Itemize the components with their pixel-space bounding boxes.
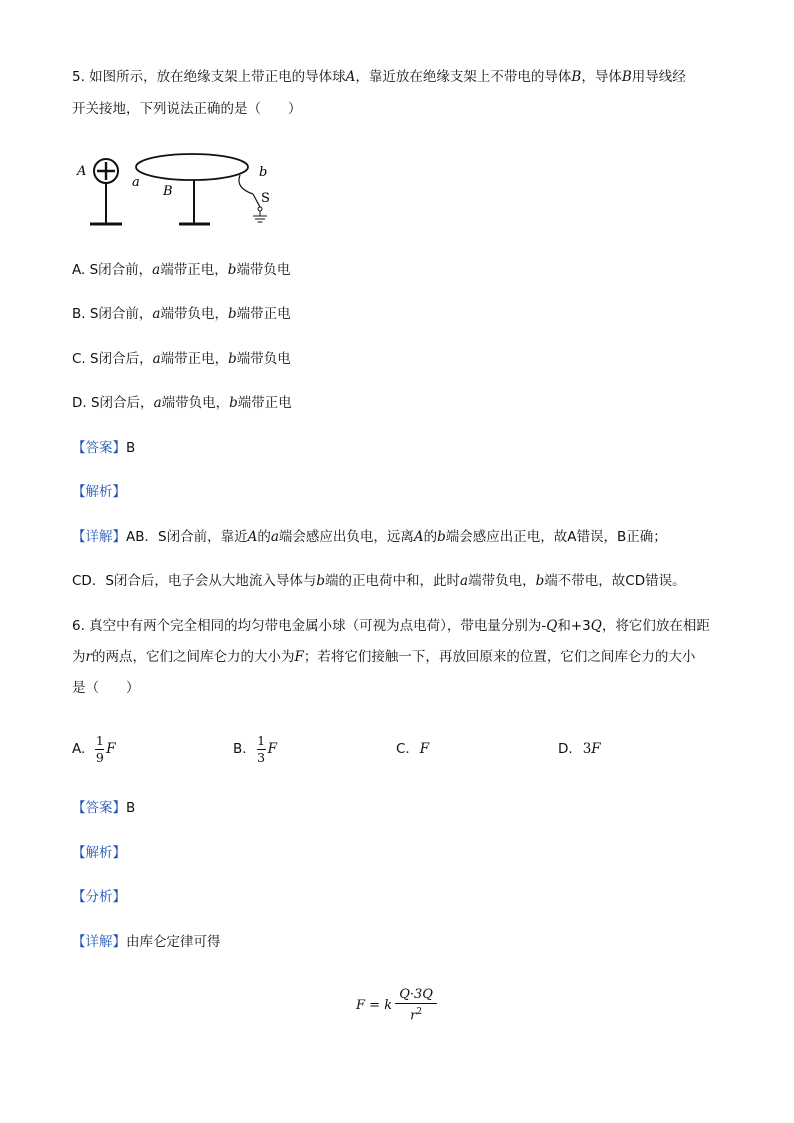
var-A: A (247, 529, 258, 545)
q5-stem-text: ，靠近放在绝缘支架上不带电的导体 (355, 69, 572, 85)
var-A: A (413, 529, 424, 545)
q5-stem-text: 用导线经 (631, 69, 686, 85)
var-a: a (153, 395, 162, 411)
detail-text: CD．S闭合后，电子会从大地流入导体与 (72, 573, 317, 589)
conductor-B (136, 154, 248, 180)
var-F: F (294, 649, 304, 665)
option-label: A. (72, 741, 86, 757)
label-S: S (261, 191, 270, 206)
fraction-numerator: 1 (95, 732, 104, 748)
q6-stem-text: ；若将它们接触一下，再放回原来的位置，它们之间库仑力的大小 (303, 649, 696, 665)
q6-answer (72, 798, 135, 818)
fraction (95, 734, 104, 765)
label-A: A (77, 164, 87, 179)
q6-stem-text: 为 (72, 649, 86, 665)
var-b: b (228, 351, 237, 367)
formula-lhs: F (356, 997, 366, 1013)
q6-stem-text: 和+3 (557, 618, 591, 634)
var-b: b (437, 529, 446, 545)
answer-tag: 【答案】 (72, 800, 126, 816)
q5-option-a[interactable] (72, 260, 290, 280)
option-text: D. S闭合后， (72, 395, 154, 411)
detail-tag: 【详解】 (72, 529, 126, 545)
q6-fenxi-tag: 【分析】 (72, 889, 126, 905)
q5-option-d[interactable] (72, 393, 292, 413)
option-text: 端带正电 (236, 306, 291, 322)
q6-stem-line1 (72, 616, 710, 636)
detail-text: 的 (423, 529, 438, 545)
ground-wire (239, 175, 253, 194)
q6-detail (72, 932, 221, 952)
q5-stem-text: 5. 如图所示，放在绝缘支架上带正电的导体球 (72, 69, 346, 85)
detail-text: 端会感应出正电，故A错误，B正确； (445, 529, 667, 545)
q6-analysis-tag: 【解析】 (72, 845, 126, 861)
formula-equals: = (365, 997, 385, 1013)
var-b: b (229, 395, 238, 411)
coulomb-formula (356, 984, 437, 1026)
var-A: A (345, 69, 356, 85)
var-a: a (460, 573, 469, 589)
option-text: B. S闭合前， (72, 306, 153, 322)
option-text: 端带正电 (237, 395, 292, 411)
formula-bar (395, 1003, 437, 1004)
formula-denominator (410, 1005, 422, 1023)
q6-stem-text: 的两点，它们之间库仑力的大小为 (91, 649, 295, 665)
var-B: B (621, 69, 632, 85)
q6-stem-line2 (72, 647, 695, 667)
var-r: r (410, 1008, 417, 1024)
fraction-denominator: 3 (257, 749, 266, 765)
var-b: b (316, 573, 326, 589)
q5-detail-line2 (72, 571, 686, 591)
q5-stem-line2: 开关接地，下列说法正确的是（ ） (72, 101, 302, 117)
detail-text: 端会感应出负电，远离 (278, 529, 414, 545)
label-b: b (259, 165, 268, 180)
detail-text: 由库仑定律可得 (126, 934, 221, 950)
formula-k: k (384, 997, 393, 1013)
var-F: F (267, 741, 277, 757)
var-a: a (270, 529, 279, 545)
option-text: C. S闭合后， (72, 351, 153, 367)
exponent: 2 (416, 1006, 423, 1017)
label-B: B (163, 184, 173, 199)
option-text: 端带负电， (161, 395, 230, 411)
var-F: F (591, 741, 601, 757)
switch-S (253, 194, 260, 207)
option-label: B. (233, 741, 247, 757)
coefficient: 3 (582, 741, 592, 757)
answer-value: B (126, 800, 136, 816)
q6-option-b[interactable] (233, 731, 277, 767)
q6-stem-line3: 是（ ） (72, 680, 140, 696)
var-b: b (227, 306, 237, 322)
formula-fraction (395, 987, 437, 1023)
fraction-numerator: 1 (257, 732, 266, 748)
option-text: 端带正电， (160, 262, 228, 278)
var-r: r (85, 649, 92, 665)
q5-answer (72, 438, 135, 458)
detail-text: AB．S闭合前，靠近 (126, 529, 248, 545)
var-a: a (152, 262, 161, 278)
q5-option-c[interactable] (72, 349, 291, 369)
detail-text: 端不带电，故CD错误。 (544, 573, 686, 589)
answer-tag: 【答案】 (72, 440, 126, 456)
q6-option-d[interactable] (558, 731, 601, 767)
q6-option-c[interactable] (396, 731, 429, 767)
var-Q: Q (590, 618, 602, 634)
detail-text: 端带负电， (468, 573, 536, 589)
q6-stem-text: ，将它们放在相距 (601, 618, 710, 634)
var-a: a (152, 306, 161, 322)
option-text: 端带正电， (160, 351, 229, 367)
detail-text: 端的正电荷中和，此时 (325, 573, 461, 589)
q5-detail-line1 (72, 527, 667, 547)
var-Q: Q (546, 618, 558, 634)
q6-stem-text: 6. 真空中有两个完全相同的均匀带电金属小球（可视为点电荷），带电量分别为- (72, 618, 547, 634)
q5-stem-text: ，导体 (581, 69, 622, 85)
option-text: A. S闭合前， (72, 262, 153, 278)
detail-text: 的 (257, 529, 271, 545)
option-text: 端带负电 (236, 351, 291, 367)
var-F: F (106, 741, 116, 757)
var-a: a (152, 351, 161, 367)
answer-value: B (126, 440, 136, 456)
var-b: b (535, 573, 545, 589)
fraction (257, 734, 266, 765)
option-text: 端带负电 (236, 262, 291, 278)
q5-option-b[interactable] (72, 304, 291, 324)
option-text: 端带负电， (160, 306, 228, 322)
var-B: B (571, 69, 582, 85)
switch-contact (258, 207, 262, 211)
option-label: C. (396, 741, 410, 757)
fraction-denominator: 9 (95, 749, 104, 765)
formula-numerator: Q·3Q (399, 986, 433, 1002)
q5-analysis-tag: 【解析】 (72, 484, 126, 500)
q5-figure (72, 148, 282, 230)
var-b: b (227, 262, 237, 278)
label-a: a (132, 175, 140, 190)
var-F: F (419, 741, 430, 757)
q5-stem-line1 (72, 67, 686, 87)
q6-option-a[interactable] (72, 731, 116, 767)
option-label: D. (558, 741, 573, 757)
detail-tag: 【详解】 (72, 934, 126, 950)
